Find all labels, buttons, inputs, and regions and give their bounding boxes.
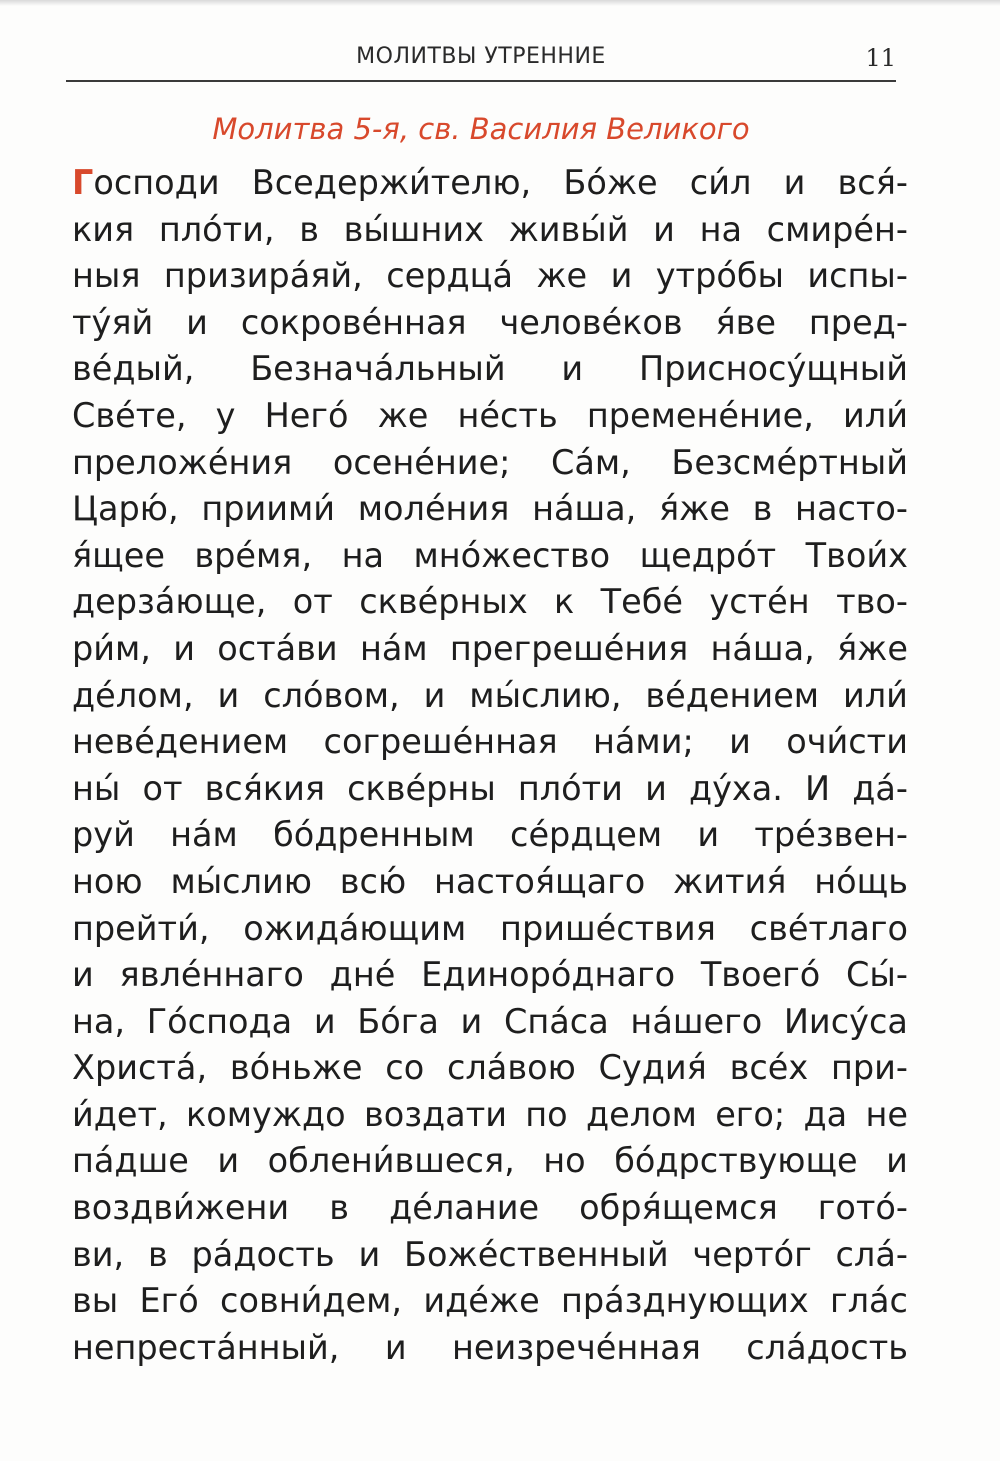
word: Христа́, [72,1048,208,1088]
word: я́ве [715,302,777,342]
word: ве́дый, [72,349,195,389]
running-header [66,38,896,82]
word: да [803,1094,848,1134]
word: Бо́же [563,163,658,202]
word: ви, [72,1234,125,1274]
word: со [385,1048,425,1088]
word: на́ша, [532,489,637,529]
word: и [610,256,633,296]
prayer-line [72,207,908,254]
word: очи́сти [786,722,908,762]
word: сла́- [835,1234,908,1274]
word: осене́ние; [332,442,511,482]
word: Господи [72,163,220,202]
word: и [645,768,667,808]
prayer-line [72,812,908,859]
word: ныя [72,256,141,296]
word: пло́ти, [158,209,275,249]
word: Све́те, [72,395,187,435]
word: бо́дрствующе [614,1141,858,1181]
word: кия [72,209,135,249]
word: и [886,1141,908,1181]
word: от [292,582,333,622]
prayer-line [72,906,908,953]
prayer-line [72,1185,908,1232]
word: ожида́ющим [243,908,467,948]
word: дерза́юще, [72,582,267,622]
word: но [543,1141,586,1181]
word: Твоего́ [700,955,821,995]
word: вы [72,1281,119,1321]
word: от [142,768,183,808]
word: или́ [843,395,908,435]
prayer-line [72,859,908,906]
word: черто́г [692,1234,812,1274]
word: скве́рных [359,582,528,622]
word: се́рдцем [510,815,663,855]
prayer-line [72,253,908,300]
word: но́щь [814,861,908,901]
word: на́ша, [710,628,815,668]
header-rule [66,80,896,82]
word: Го́спода [146,1001,293,1041]
prayer-line [72,393,908,440]
word: делом [585,1094,697,1134]
word: Безсме́ртный [671,442,908,482]
word: на́шего [630,1001,763,1041]
word: по [525,1094,568,1134]
word: дне́ [329,955,396,995]
word: тре́звен- [754,815,908,855]
word: же [377,395,429,435]
prayer-line [72,300,908,347]
word: Него́ [264,395,349,435]
word: сердца́ [386,256,513,296]
word: в [147,1234,168,1274]
word: ду́ха. [688,768,783,808]
prayer-line [72,160,908,207]
word: си́л [689,163,752,202]
word: и [173,628,195,668]
word: вся́кия [204,768,326,808]
word: вре́мя, [194,535,313,575]
word: на [341,535,385,575]
word: и [217,675,240,715]
prayer-line [72,673,908,720]
word: усте́н [709,582,810,622]
word: Его́ [139,1281,199,1321]
word: жития́ [673,861,787,901]
word: и [313,1001,336,1041]
word: сла́дость [746,1327,908,1367]
word: комуждо [186,1094,346,1134]
word: не́сть [457,395,558,435]
word: и [217,1141,240,1181]
word: вы́шних [343,209,484,249]
word: сло́вом, [263,675,400,715]
prayer-text [72,160,908,1371]
word: на́м [170,815,238,855]
page-number: 11 [865,44,896,72]
word: гото́- [817,1188,908,1228]
word: прейти́, [72,908,210,948]
word: и [653,209,675,249]
prayer-line [72,999,908,1046]
word: в [329,1188,350,1228]
word: Боже́ственный [404,1234,669,1274]
word: Тебе́ [600,582,684,622]
word: ве́дением [645,675,820,715]
word: пло́ти [517,768,623,808]
word: прегреше́ния [449,628,689,668]
word: я́же [836,628,908,668]
word: неве́дением [72,722,289,762]
word: на́ми; [593,722,694,762]
prayer-line [72,1138,908,1185]
prayer-line [72,533,908,580]
word: в [752,489,773,529]
word: согреше́нная [323,722,558,762]
word: бо́дренным [273,815,475,855]
word: его; [715,1094,786,1134]
word: пра́зднующих [560,1281,809,1321]
prayer-line [72,346,908,393]
word: руй [72,815,135,855]
word: ту́яй [72,302,154,342]
word: в [299,209,319,249]
word: непреста́нный, [72,1327,340,1367]
word: смире́н- [766,209,908,249]
word: насто- [795,489,908,529]
word: Судия́ [598,1048,707,1088]
word: обря́щемся [579,1188,778,1228]
word: призира́яй, [163,256,363,296]
word: все́х [729,1048,809,1088]
word: облени́вшеся, [267,1141,515,1181]
word: на, [72,1001,126,1041]
word: всю́ [339,861,407,901]
word: и [358,1234,381,1274]
word: прише́ствия [500,908,716,948]
running-header-title: МОЛИТВЫ УТРЕННИЕ [356,44,606,69]
word: Са́м, [550,442,631,482]
prayer-line [72,626,908,673]
word: тво- [836,582,908,622]
word: гла́с [830,1281,908,1321]
word: на́м [359,628,428,668]
word: пред- [808,302,908,342]
word: мы́слию, [469,675,622,715]
word: и [423,675,446,715]
word: да́- [852,768,908,808]
word: сла́вою [446,1048,576,1088]
prayer-title: Молитва 5-я, св. Василия Великого [212,112,750,146]
word: настоя́щаго [434,861,646,901]
word: Бо́га [357,1001,439,1041]
word: явле́ннаго [119,955,304,995]
word: и [783,163,806,202]
word: и [72,955,94,995]
initial-letter: Г [72,163,94,202]
word: мы́слию [170,861,312,901]
word: вся́- [837,163,908,202]
prayer-line [72,1278,908,1325]
word: ны́ [72,768,121,808]
word: и [384,1327,407,1367]
word: премене́ние, [586,395,814,435]
word: я́же [659,489,730,529]
word: утро́бы [655,256,784,296]
word: преложе́ния [72,442,293,482]
page-top-edge [0,0,1000,6]
word: и́дет, [72,1094,168,1134]
word: к [554,582,575,622]
word: и [186,302,208,342]
word: ра́дость [191,1234,335,1274]
word: приими́ [201,489,336,529]
word: Вседержи́телю, [251,163,532,202]
word: я́щее [72,535,165,575]
word: Присносу́щный [639,349,908,389]
word: ри́м, [72,628,151,668]
word: живы́й [508,209,629,249]
word: скве́рны [347,768,496,808]
prayer-line [72,1045,908,1092]
word: совни́дем, [220,1281,403,1321]
word: иде́же [423,1281,540,1321]
word: Иису́са [783,1001,908,1041]
word: де́лом, [72,675,194,715]
word: Твои́х [805,535,908,575]
word: воздви́жени [72,1188,290,1228]
word: или́ [842,675,908,715]
word: при- [830,1048,908,1088]
word: и [729,722,751,762]
word: де́лание [389,1188,540,1228]
word: во́ньже [229,1048,363,1088]
prayer-line [72,719,908,766]
word: воздати [363,1094,507,1134]
word: и [697,815,720,855]
prayer-line [72,952,908,999]
word: па́дше [72,1141,189,1181]
word: неизрече́нная [452,1327,701,1367]
word: И [805,768,831,808]
word: ною [72,861,143,901]
prayer-line [72,1092,908,1139]
word: сокрове́нная [240,302,467,342]
word: Безнача́льный [250,349,506,389]
word: Сы́- [846,955,908,995]
word: челове́ков [499,302,683,342]
word: не [865,1094,908,1134]
word: у [215,395,236,435]
word: же [536,256,588,296]
prayer-line [72,440,908,487]
word: све́тлаго [749,908,908,948]
word: мно́жество [413,535,611,575]
prayer-line [72,1232,908,1279]
word: и [460,1001,483,1041]
word: на [699,209,743,249]
prayer-line [72,579,908,626]
prayer-line [72,486,908,533]
prayer-line [72,766,908,813]
word: испы- [807,256,908,296]
word: оста́ви [217,628,338,668]
word: Спа́са [503,1001,609,1041]
word: моле́ния [357,489,510,529]
word: щедро́т [639,535,777,575]
prayer-line [72,1325,908,1372]
word: Единоро́днаго [421,955,676,995]
word: Царю́, [72,489,179,529]
word: и [561,349,584,389]
